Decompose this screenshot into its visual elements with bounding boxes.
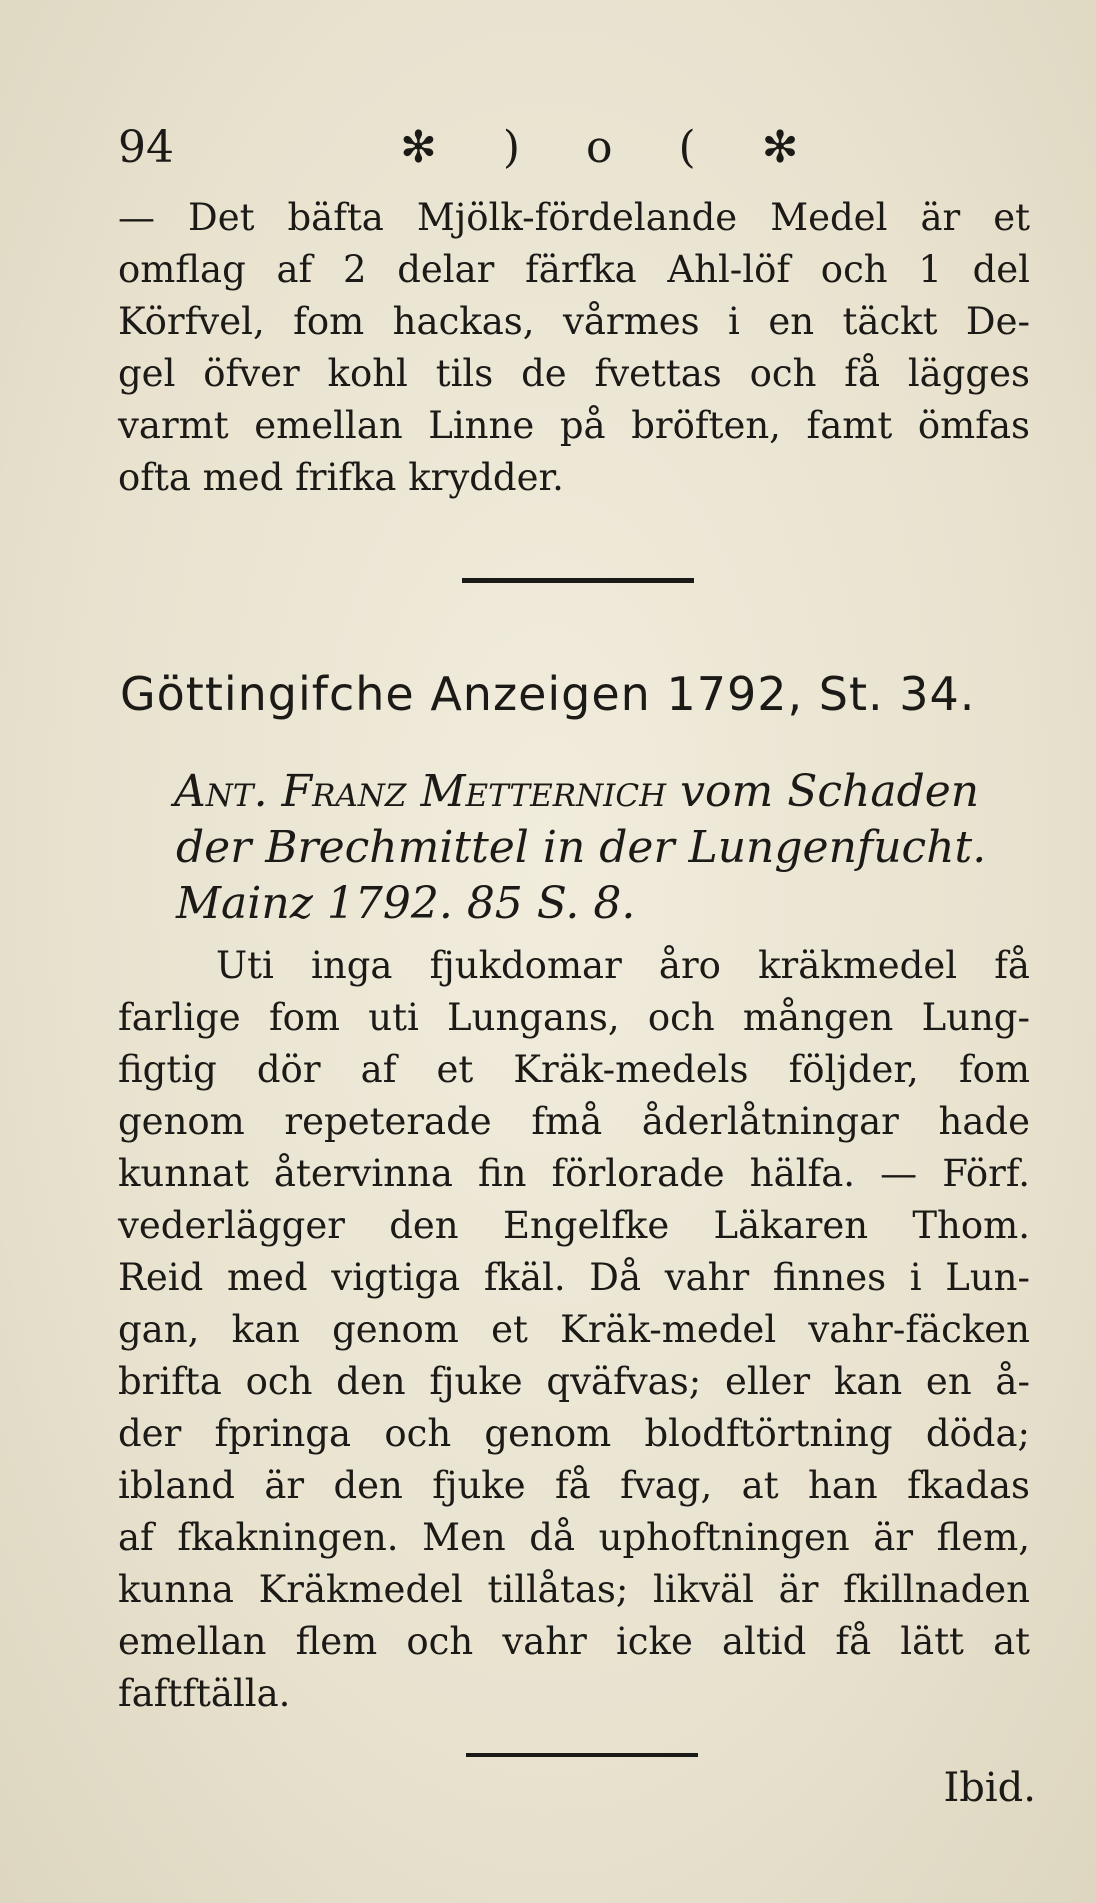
citation-title-start: vom Schaden [666,766,980,817]
page-number: 94 [118,122,174,173]
paragraph-milk-remedy [118,192,1030,504]
header-ornament: ✻ ) o ( ✻ [400,122,825,173]
text-line: ibland är den fjuke få fvag, at han fkadas [118,1464,1030,1507]
text-line: Uti inga fjukdomar åro kräkmedel få [216,944,1030,987]
paragraph-review [118,940,1030,1720]
citation-author: Ant. Franz Metternich [174,766,667,817]
text-line: faftftälla. [118,1672,291,1715]
text-line: genom repeterade fmå åderlåtningar hade [118,1100,1030,1143]
citation-line [174,764,1036,820]
running-header [118,118,825,178]
catchword: Ibid. [943,1765,1036,1811]
text-line: Körfvel, fom hackas, vårmes i en täckt De- [118,300,1030,343]
text-line: emellan flem och vahr icke altid få lätt at [118,1620,1030,1663]
text-line: ofta med frifka krydder. [118,456,564,499]
section-divider [462,578,694,583]
end-divider [466,1753,698,1757]
citation [176,764,1036,932]
text-line: figtig dör af et Kräk-medels följder, fom [118,1048,1030,1091]
text-line: gan, kan genom et Kräk-medel vahr-fäcken [118,1308,1030,1351]
text-line: varmt emellan Linne på bröften, famt ömfas [118,404,1030,447]
text-line: af fkakningen. Men då uphoftningen är flem, [118,1516,1030,1559]
text-line: brifta och den fjuke qväfvas; eller kan en å- [118,1360,1030,1403]
citation-line: Mainz 1792. 85 S. 8. [176,878,636,929]
journal-title: Göttingifche Anzeigen 1792, St. 34. [120,667,976,721]
citation-line: der Brechmittel in der Lungenfucht. [176,822,987,873]
text-line: gel öfver kohl tils de fvettas och få lägges [118,352,1030,395]
text-line: — Det bäfta Mjölk-fördelande Medel är et [118,196,1030,239]
text-line: kunna Kräkmedel tillåtas; likväl är fkillnaden [118,1568,1030,1611]
text-line: farlige fom uti Lungans, och mången Lung- [118,996,1030,1039]
text-line: Reid med vigtiga fkäl. Då vahr finnes i Lun- [118,1256,1030,1299]
text-line: kunnat återvinna fin förlorade hälfa. — Förf. [118,1152,1030,1195]
text-line: omflag af 2 delar färfka Ahl-löf och 1 del [118,248,1030,291]
text-line: vederlägger den Engelfke Läkaren Thom. [118,1204,1030,1247]
text-line: der fpringa och genom blodftörtning döda; [118,1412,1030,1455]
